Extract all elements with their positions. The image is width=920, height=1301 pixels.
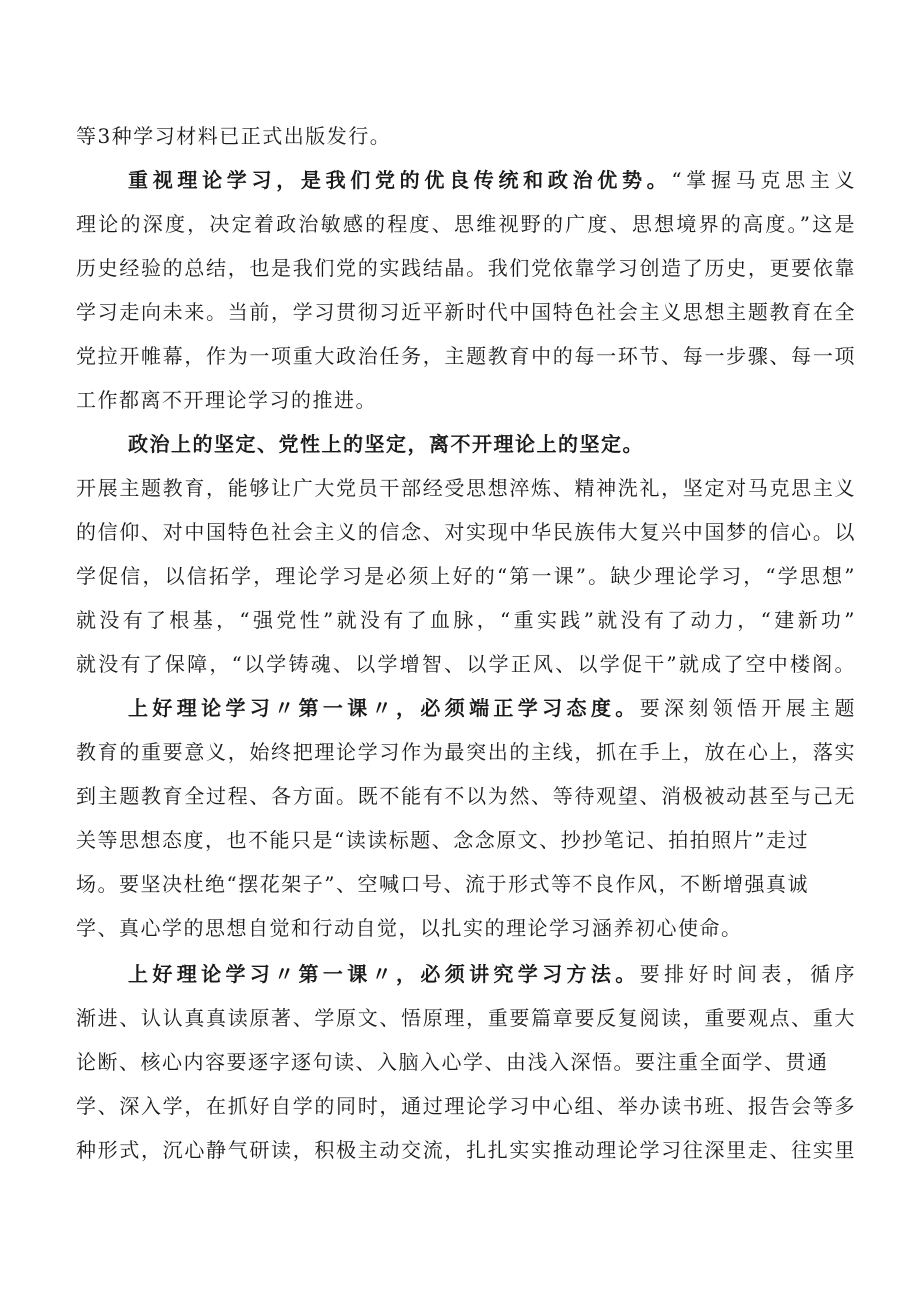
text-line-13: 就没有了保障，“以学铸魂、以学增智、以学正风、以学促干”就成了空中楼阁。 [76,652,856,676]
text-line-12: 就没有了根基，“强党性”就没有了血脉，“重实践”就没有了动力，“建新功” [76,608,856,632]
text-line-9: 开展主题教育，能够让广大党员干部经受思想淬炼、精神洗礼，坚定对马克思主义 [76,476,856,500]
text-line-19: 学、真心学的思想自觉和行动自觉，以扎实的理论学习涵养初心使命。 [76,916,743,940]
paragraph-heading-theory-study: 重视理论学习，是我们党的优良传统和政治优势。“掌握马克思主义 [128,168,856,192]
text-line-23: 学、深入学，在抓好自学的同时，通过理论学习中心组、举办读书班、报告会等多 [76,1094,856,1118]
paragraph-heading-method: 上好理论学习〃第一课〃，必须讲究学习方法。要排好时间表，循序 [128,962,857,986]
text-line-16: 到主题教育全过程、各方面。既不能有不以为然、等待观望、消极被动甚至与己无 [76,784,856,808]
text-line-7: 工作都离不开理论学习的推进。 [76,388,377,412]
paragraph-heading-political: 政治上的坚定、党性上的坚定，离不开理论上的坚定。 [128,432,644,456]
text-line-6: 党拉开帷幕，作为一项重大政治任务，主题教育中的每一环节、每一步骤、每一项 [76,344,856,368]
text-line-3: 理论的深度，决定着政治敏感的程度、思维视野的广度、思想境界的高度。”这是 [76,212,856,236]
text-line-21: 渐进、认认真真读原著、学原文、悟原理，重要篇章要反复阅读，重要观点、重大 [76,1006,856,1030]
text-line-17: 关等思想态度，也不能只是“读读标题、念念原文、抄抄笔记、拍拍照片”走过 [76,828,809,852]
text-line-10: 的信仰、对中国特色社会主义的信念、对实现中华民族伟大复兴中国梦的信心。以 [76,520,856,544]
text-line-15: 教育的重要意义，始终把理论学习作为最突出的主线，抓在手上，放在心上，落实 [76,740,856,764]
text-line-22: 论断、核心内容要逐字逐句读、入脑入心学、由浅入深悟。要注重全面学、贯通 [76,1050,829,1074]
text-line-11: 学促信，以信拓学，理论学习是必须上好的“第一课”。缺少理论学习，“学思想” [76,564,856,588]
text-line-5: 学习走向未来。当前，学习贯彻习近平新时代中国特色社会主义思想主题教育在全 [76,300,856,324]
text-line-1: 等3种学习材料已正式出版发行。 [76,124,392,148]
paragraph-heading-attitude: 上好理论学习〃第一课〃，必须端正学习态度。要深刻领悟开展主题 [128,696,857,720]
text-line-18: 场。要坚决杜绝“摆花架子”、空喊口号、流于形式等不良作风，不断增强真诚 [76,872,809,896]
text-line-4: 历史经验的总结，也是我们党的实践结晶。我们党依靠学习创造了历史，更要依靠 [76,256,856,280]
text-line-24: 种形式，沉心静气研读，积极主动交流，扎扎实实推动理论学习往深里走、往实里 [76,1138,856,1162]
